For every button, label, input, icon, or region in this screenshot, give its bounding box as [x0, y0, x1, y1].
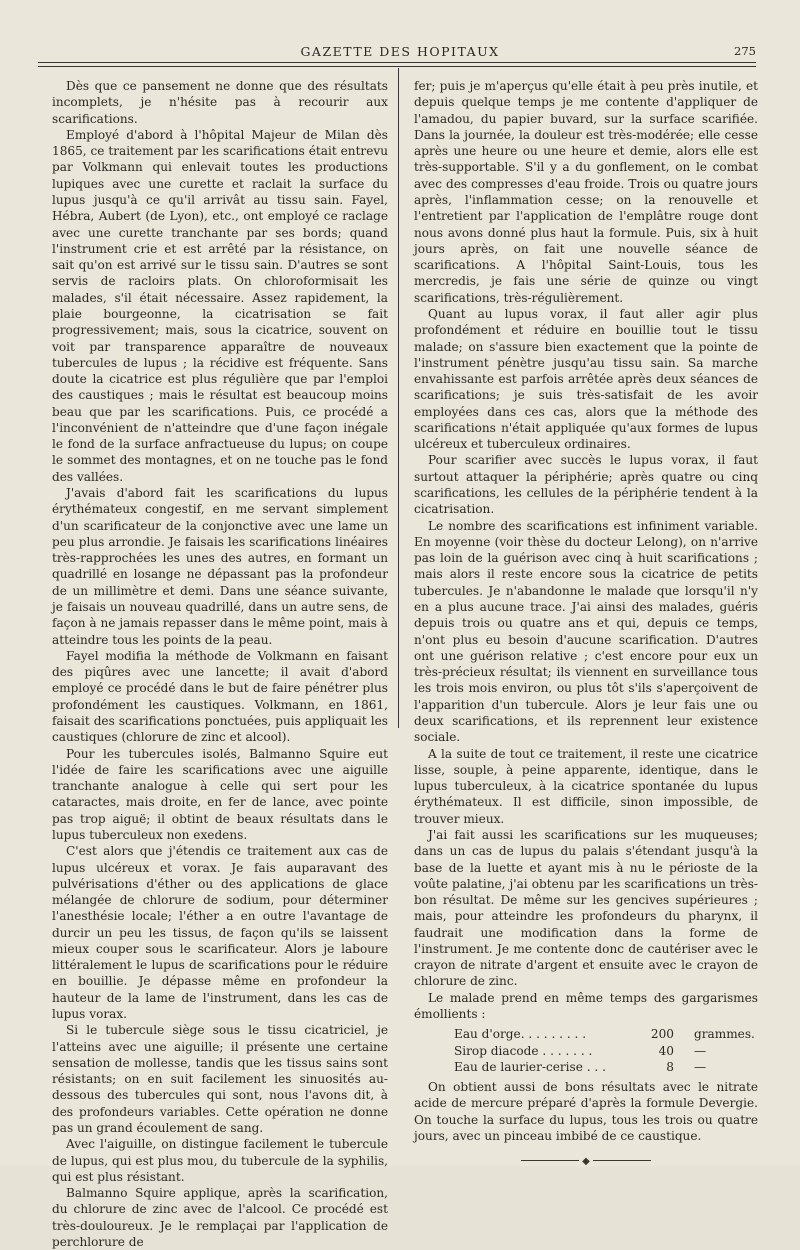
recipe-line	[454, 1059, 758, 1075]
paragraph: Employé d'abord à l'hôpital Majeur de Milan dès 1865, ce traitement par les scarifications était entrevu par Volkmann qui enlevait toutes les productions lupiques avec une curette et raclait la surface du lupus jusqu'à ce qu'il arrivât au tissu sain. Fayel, Hébra, Aubert (de Lyon), etc., ont employé ce raclage avec une curette tranchante par ses bords; quand l'instrument crie et est arrêté par la résistance, on sait qu'on est arrivé sur le tissu sain. D'autres se sont servis de racloirs plats. On chloroformisait les malades, s'il était nécessaire. Assez rapidement, la plaie bourgeonne, la cicatrisation se fait progressivement; mais, sous la cicatrice, souvent on voit par transparence apparaître de nouveaux tubercules de lupus ; la récidive est fréquente. Sans doute la cicatrice est plus régulière que par l'emploi des caustiques ; mais le résultat est beaucoup moins beau que par les scarifications. Puis, ce procédé a l'inconvénient de n'atteindre que d'une façon inégale le fond de la surface anfractueuse du lupus; on coupe le sommet des montagnes, et on ne touche pas le fond des vallées.	[52, 127, 388, 484]
paragraph: C'est alors que j'étendis ce traitement aux cas de lupus ulcéreux et vorax. Je fais auparavant des pulvérisations d'éther ou des applications de glace mélangée de chlorure de sodium, pour déterminer l'anesthésie locale; l'éther a en outre l'avantage de durcir un peu les tissus, de façon qu'ils se laissent mieux couper sous le scarificateur. Alors je laboure littéralement le lupus de scarifications pour le réduire en bouillie. Je dépasse même en profondeur la hauteur de la lame de l'instrument, dans les cas de lupus vorax.	[52, 844, 388, 1022]
recipe-quantity: 200	[650, 1027, 674, 1042]
paragraph: Si le tubercule siège sous le tissu cicatriciel, je l'atteins avec une aiguille; il présente une certaine sensation de mollesse, tandis que les tissus sains sont résistants; on en suit facilement les sinuosités au-dessous des tubercules qui sont, nous l'avons dit, à des profondeurs variables. Cette opération ne donne pas un grand écoulement de sang.	[52, 1023, 388, 1135]
ornament-glyph: ◆	[579, 1156, 593, 1167]
recipe-ingredient: Eau de laurier-cerise . . .	[454, 1059, 606, 1074]
page-number: 275	[734, 44, 756, 58]
paragraph: fer; puis je m'aperçus qu'elle était à peu près inutile, et depuis quelque temps je me contente d'appliquer de l'amadou, du papier buvard, sur la surface scarifiée. Dans la journée, la douleur est très-modérée; elle cesse après une heure ou une heure et demie, alors elle est très-supportable. S'il y a du gonflement, on le combat avec des compresses d'eau froide. Trois ou quatre jours après, l'inflammation cesse; on la renouvelle et l'entretient par l'application de l'emplâtre rouge dont nous avons donné plus haut la formule. Puis, six à huit jours après, on fait une nouvelle séance de scarifications. A l'hôpital Saint-Louis, tous les mercredis, je fais une série de quinze ou vingt scarifications, très-régulièrement.	[414, 79, 758, 305]
recipe-table	[454, 1026, 758, 1075]
paragraph: On obtient aussi de bons résultats avec le nitrate acide de mercure préparé d'après la formule Devergie. On touche la surface du lupus, tous les trois ou quatre jours, avec un pinceau imbibé de ce caustique.	[414, 1080, 758, 1143]
recipe-line	[454, 1026, 758, 1042]
paragraph: Le nombre des scarifications est infiniment variable. En moyenne (voir thèse du docteur Lelong), on n'arrive pas loin de la guérison avec cinq à huit scarifications ; mais alors il reste encore sous la cicatrice de petits tubercules. Je n'abandonne le malade que lorsqu'il n'y en a plus aucune trace. J'ai ainsi des malades, guéris depuis trois ou quatre ans et qui, depuis ce temps, n'ont plus eu besoin d'aucune scarification. D'autres ont une guérison relative ; c'est encore pour eux un très-précieux résultat; ils viennent en surveillance tous les trois mois environ, ou plus tôt s'ils s'aperçoivent de l'apparition d'un tubercule. Alors je leur fais une ou deux scarifications, et ils reprennent leur existence sociale.	[414, 518, 758, 745]
right-column-conclusion	[414, 1079, 758, 1144]
recipe-line	[454, 1043, 758, 1059]
recipe-ingredient: Eau d'orge. . . . . . . . .	[454, 1027, 587, 1042]
paragraph: Dès que ce pansement ne donne que des résultats incomplets, je n'hésite pas à recourir aux scarifications.	[52, 79, 388, 126]
header-rule	[38, 62, 756, 67]
paragraph: Pour scarifier avec succès le lupus vorax, il faut surtout attaquer la périphérie; après quatre ou cinq scarifications, les cellules de la périphérie tendent à la cicatrisation.	[414, 453, 758, 517]
paragraph: Quant au lupus vorax, il faut aller agir plus profondément et réduire en bouillie tout le tissu malade; on s'assure bien exactement que la pointe de l'instrument pénètre jusqu'au tissu sain. Sa marche envahissante est parfois arrêtée après deux séances de scarifications; je suis très-satisfait de les avoir employées dans ces cas, alors que la méthode des scarifications n'était appliquée qu'aux formes de lupus ulcéreux et tuberculeux ordinaires.	[414, 306, 758, 452]
right-column	[414, 78, 758, 1166]
running-title: GAZETTE DES HOPITAUX	[300, 44, 500, 59]
recipe-ingredient: Sirop diacode . . . . . . .	[454, 1043, 593, 1058]
paragraph: Balmanno Squire applique, après la scarification, du chlorure de zinc avec de l'alcool. Ce procédé est très-douloureux. Je le remplaçai par l'application de perchlorure de	[52, 1186, 388, 1249]
paragraph: Fayel modifia la méthode de Volkmann en faisant des piqûres avec une lancette; il avait d'abord employé ce procédé dans le but de faire pénétrer plus profondément les caustiques. Volkmann, en 1861, faisait des scarifications ponctuées, puis appliquait les caustiques (chlorure de zinc et alcool).	[52, 648, 388, 745]
left-column	[52, 78, 388, 1250]
paragraph: J'ai fait aussi les scarifications sur les muqueuses; dans un cas de lupus du palais s'étendant jusqu'à la base de la luette et ayant mis à nu le périoste de la voûte palatine, j'ai obtenu par les scarifications un très-bon résultat. De même sur les gencives supérieures ; mais, pour atteindre les profondeurs du pharynx, il faudrait une modification dans la forme de l'instrument. Je me contente donc de cautériser avec le crayon de nitrate d'argent et ensuite avec le crayon de chlorure de zinc.	[414, 827, 758, 989]
right-column-text	[414, 78, 758, 1022]
paragraph: A la suite de tout ce traitement, il reste une cicatrice lisse, souple, à peine apparente, identique, dans le lupus tuberculeux, à la cicatrice spontanée du lupus érythémateux. Il est difficile, sinon impossible, de trouver mieux.	[414, 746, 758, 826]
paragraph: Pour les tubercules isolés, Balmanno Squire eut l'idée de faire les scarifications avec une aiguille tranchante analogue à celle qui sert pour les cataractes, mais droite, en fer de lance, avec pointe pas trop aiguë; il obtint de beaux résultats dans le lupus tuberculeux non exedens.	[52, 746, 388, 842]
recipe-unit: —	[694, 1043, 707, 1058]
recipe-quantity: 8	[666, 1059, 674, 1074]
paragraph: J'avais d'abord fait les scarifications du lupus érythémateux congestif, en me servant simplement d'un scarificateur de la conjonctive avec une lame un peu plus arrondie. Je faisais les scarifications linéaires très-rapprochées les unes des autres, en formant un quadrillé en losange ne dépassant pas la profondeur de un millimètre et demi. Dans une séance suivante, je faisais un nouveau quadrillé, dans un autre sens, de façon à ne jamais repasser dans le même point, mais à atteindre tous les points de la peau.	[52, 486, 388, 647]
end-ornament	[521, 1154, 651, 1166]
recipe-unit: grammes.	[694, 1027, 755, 1042]
recipe-quantity: 40	[658, 1043, 674, 1058]
column-divider	[398, 68, 399, 728]
paragraph: Avec l'aiguille, on distingue facilement le tubercule de lupus, qui est plus mou, du tubercule de la syphilis, qui est plus résistant.	[52, 1137, 388, 1184]
paragraph: Le malade prend en même temps des gargarismes émollients :	[414, 990, 758, 1022]
recipe-unit: —	[694, 1059, 707, 1074]
